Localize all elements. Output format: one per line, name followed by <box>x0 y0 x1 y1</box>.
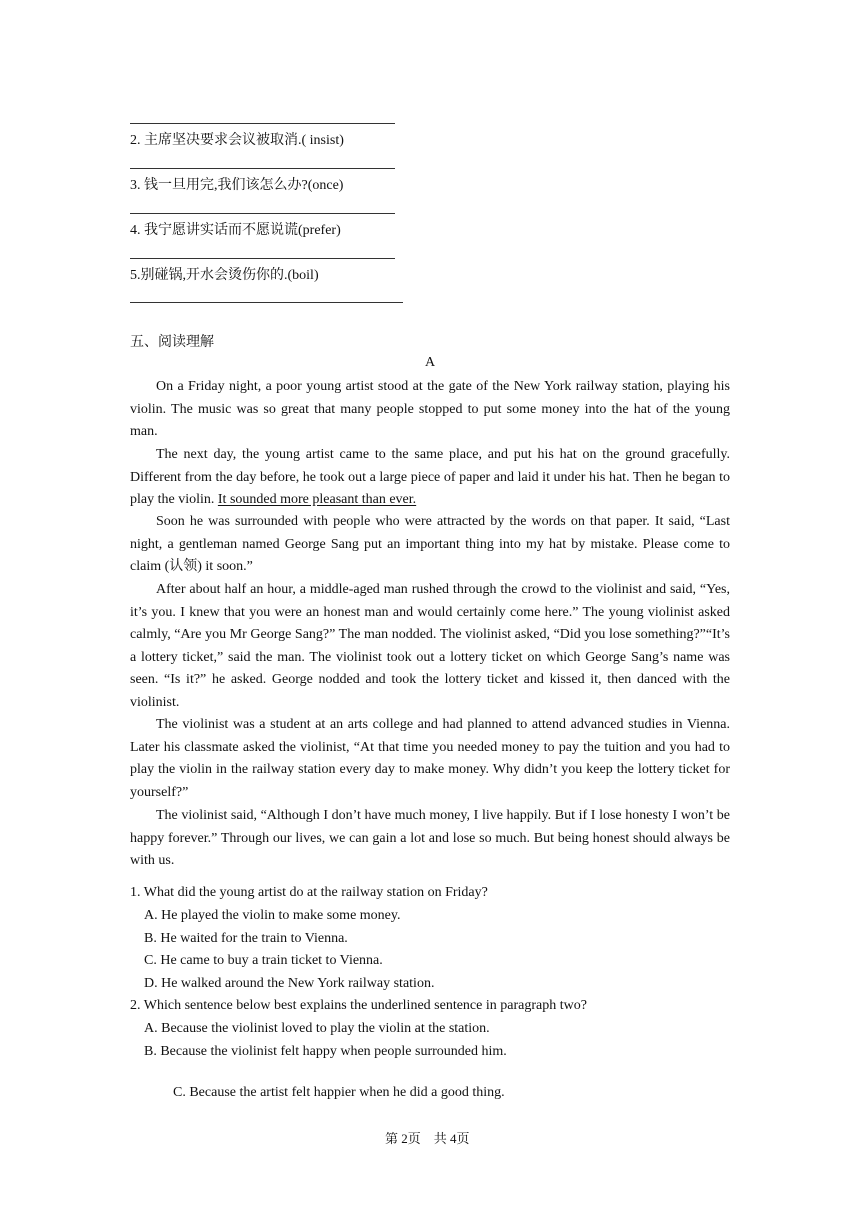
underlined-sentence: It sounded more pleasant than ever. <box>217 492 417 508</box>
question-option: C. Because the artist felt happier when he did a good thing. <box>173 1085 505 1100</box>
question-stem: 1. What did the young artist do at the railway station on Friday? <box>130 885 488 900</box>
question-option: B. Because the violinist felt happy when people surrounded him. <box>144 1044 507 1059</box>
question-option: C. He came to buy a train ticket to Vienna. <box>144 953 383 968</box>
passage-paragraph: The next day, the young artist came to the same place, and put his hat on the ground gracefully. Different from the day before, he took out a large piece of paper and laid it under his hat. Then he began to play the violin. It sounded more pleasant than ever. <box>130 447 730 508</box>
passage-paragraph: The violinist said, “Although I don’t have much money, I live happily. But if I lose honesty I won’t be happy forever.” Through our lives, we can gain a lot and lose so much. But being honest should always be with us. <box>130 808 730 869</box>
translation-item: 3. 钱一旦用完,我们该怎么办?(once) <box>130 178 344 193</box>
passage-paragraph: On a Friday night, a poor young artist stood at the gate of the New York railway station, playing his violin. The music was so great that many people stopped to put some money into the hat of the young man. <box>130 379 730 440</box>
passage-paragraph: After about half an hour, a middle-aged man rushed through the crowd to the violinist and said, “Yes, it’s you. I knew that you were an honest man and would certainly come here.” The young violinist asked calmly, “Are you Mr George Sang?” The man nodded. The violinist asked, “Did you lose something?”“It’s a lottery ticket,” said the man. The violinist took out a lottery ticket on which George Sang’s name was seen. “Is it?” he asked. George nodded and took the lottery ticket and kissed it, then danced with the violinist. <box>130 582 730 710</box>
question-option: B. He waited for the train to Vienna. <box>144 931 348 946</box>
question-option: D. He walked around the New York railway station. <box>144 976 435 991</box>
answer-line <box>130 213 395 214</box>
answer-line <box>130 123 395 124</box>
passage-paragraph: The violinist was a student at an arts college and had planned to attend advanced studies in Vienna. Later his classmate asked the violinist, “At that time you needed money to pay the tuition and you had to play the violin in the railway station every day to make money. Why didn’t you keep the lottery ticket for yourself?” <box>130 717 730 800</box>
passage-label: A <box>425 355 436 370</box>
question-stem: 2. Which sentence below best explains the underlined sentence in paragraph two? <box>130 998 587 1013</box>
question-option: A. He played the violin to make some money. <box>144 908 401 923</box>
answer-line <box>130 168 395 169</box>
question-option: A. Because the violinist loved to play the violin at the station. <box>144 1021 490 1036</box>
page-number: 第 2页 共 4页 <box>385 1131 470 1146</box>
answer-line <box>130 302 403 303</box>
translation-item: 4. 我宁愿讲实话而不愿说谎(prefer) <box>130 223 341 238</box>
answer-line <box>130 258 395 259</box>
passage-paragraph: Soon he was surrounded with people who were attracted by the words on that paper. It said, “Last night, a gentleman named George Sang put an important thing into my hat by mistake. Please come to claim (认领) it soon.” <box>130 514 730 575</box>
section-title: 五、阅读理解 <box>130 335 214 350</box>
translation-item: 5.别碰锅,开水会烫伤你的.(boil) <box>130 268 319 283</box>
translation-item: 2. 主席坚决要求会议被取消.( insist) <box>130 133 344 148</box>
